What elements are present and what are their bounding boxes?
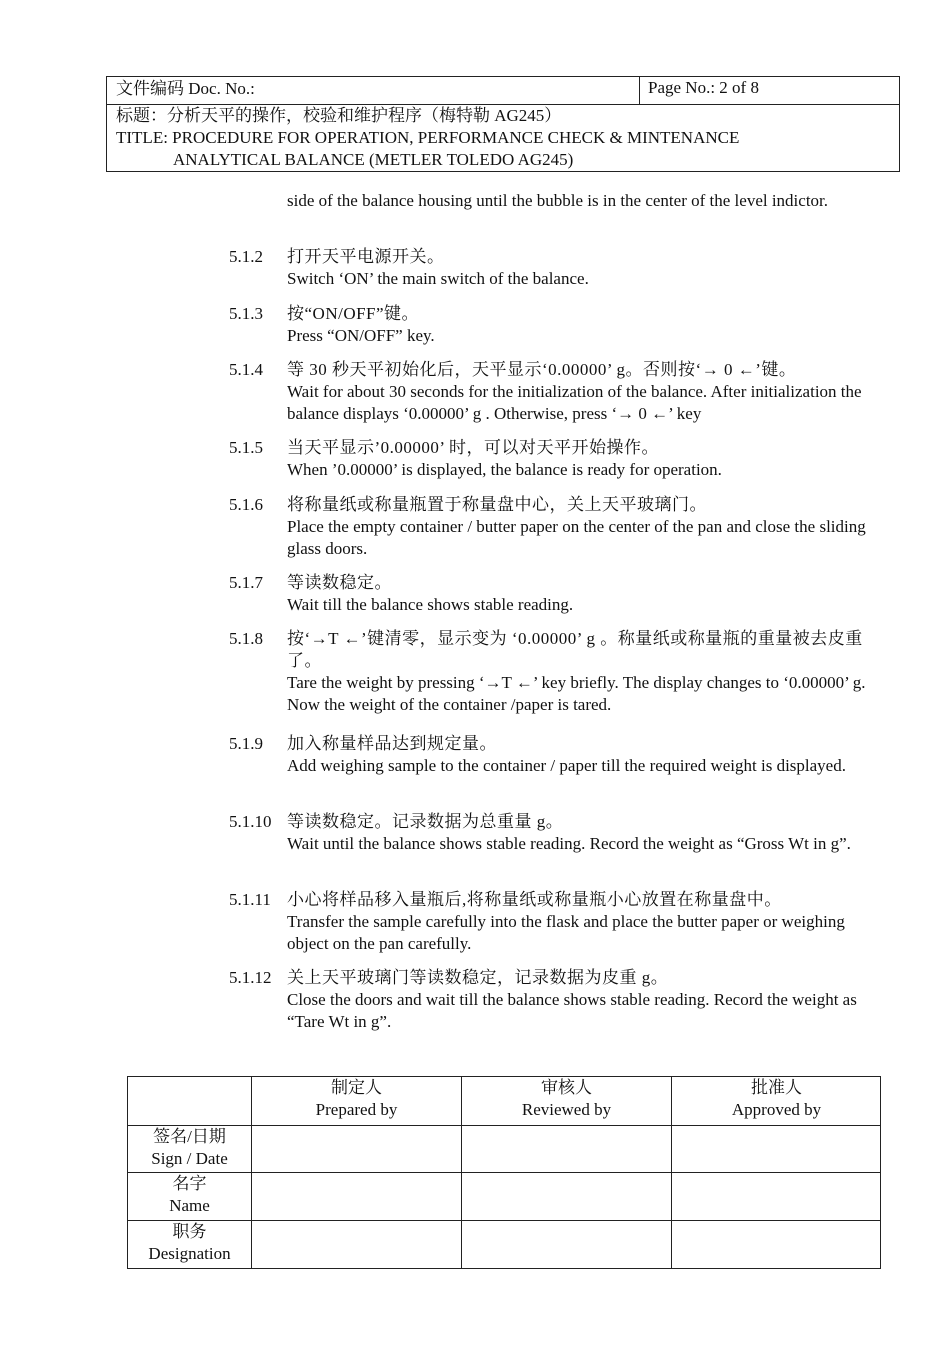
step-text-english: Place the empty container / butter paper on the center of the pan and close the sliding glass doors. <box>287 517 866 558</box>
column-header-en: Approved by <box>731 1100 822 1119</box>
signature-table <box>127 1076 881 1269</box>
step-number: 5.1.8 <box>229 629 263 648</box>
step-text-chinese: 等读数稳定。 <box>287 573 392 592</box>
column-header-approved <box>672 1077 881 1121</box>
step-number: 5.1.2 <box>229 247 263 266</box>
step-number: 5.1.3 <box>229 304 263 323</box>
step-text-chinese: 将称量纸或称量瓶置于称量盘中心，关上天平玻璃门。 <box>287 495 707 514</box>
step-text-chinese: 按“ON/OFF”键。 <box>287 304 420 323</box>
step-number: 5.1.4 <box>229 360 263 379</box>
step-text-english: Tare the weight by pressing ‘→T ←’ key briefly. The display changes to ‘0.00000’ g. Now the weight of the container /paper is tared. <box>287 673 866 714</box>
step-text-chinese: 打开天平电源开关。 <box>287 247 445 266</box>
continuation-paragraph: side of the balance housing until the bubble is in the center of the level indictor. <box>287 191 829 210</box>
document-header <box>106 76 900 172</box>
column-header-en: Reviewed by <box>521 1100 612 1119</box>
step-text-chinese: 关上天平玻璃门等读数稳定，记录数据为皮重 g。 <box>287 968 669 987</box>
row-header-sign-date <box>128 1126 251 1170</box>
step-text-chinese: 当天平显示’0.00000’ 时，可以对天平开始操作。 <box>287 438 660 457</box>
title-english-line2: ANALYTICAL BALANCE (METLER TOLEDO AG245) <box>173 150 574 169</box>
step-text-english: Wait for about 30 seconds for the initialization of the balance. After initialization the balance displays ‘0.00000’ g . Otherwise, press ‘→ 0 ←’ key <box>287 382 862 423</box>
step-number: 5.1.9 <box>229 734 263 753</box>
step-number: 5.1.5 <box>229 438 263 457</box>
page-number: Page No.: 2 of 8 <box>648 78 759 97</box>
doc-number: 文件编码 Doc. No.: <box>116 79 255 98</box>
step-text-english: Press “ON/OFF” key. <box>287 326 435 345</box>
step-number: 5.1.6 <box>229 495 263 514</box>
step-text-english: When ’0.00000’ is displayed, the balance is ready for operation. <box>287 460 722 479</box>
row-header-cn: 名字 <box>172 1174 207 1193</box>
step-number: 5.1.10 <box>229 812 272 831</box>
header-top-row <box>107 77 899 105</box>
column-header-reviewed <box>462 1077 671 1121</box>
row-header-cn: 签名/日期 <box>153 1127 226 1146</box>
step-text-english: Wait till the balance shows stable reading. <box>287 595 574 614</box>
step-text-english: Add weighing sample to the container / paper till the required weight is displayed. <box>287 756 846 775</box>
column-header-cn: 制定人 <box>331 1078 382 1097</box>
step-text-english: Wait until the balance shows stable reading. Record the weight as “Gross Wt in g”. <box>287 834 851 853</box>
row-header-designation <box>128 1221 251 1265</box>
row-header-en: Sign / Date <box>151 1149 228 1168</box>
step-text-chinese: 加入称量样品达到规定量。 <box>287 734 497 753</box>
column-header-prepared <box>252 1077 461 1121</box>
step-text-english: Close the doors and wait till the balance shows stable reading. Record the weight as “Tare Wt in g”. <box>287 990 857 1031</box>
column-header-en: Prepared by <box>315 1100 398 1119</box>
step-text-chinese: 等读数稳定。记录数据为总重量 g。 <box>287 812 564 831</box>
row-header-en: Name <box>169 1196 210 1215</box>
title-english-line1: TITLE: PROCEDURE FOR OPERATION, PERFORMANCE CHECK & MINTENANCE <box>116 128 740 147</box>
column-header-cn: 批准人 <box>751 1078 802 1097</box>
step-text-english: Transfer the sample carefully into the flask and place the butter paper or weighing object on the pan carefully. <box>287 912 845 953</box>
header-divider <box>639 77 640 104</box>
column-header-cn: 审核人 <box>541 1078 592 1097</box>
step-text-chinese: 等 30 秒天平初始化后，天平显示‘0.00000’ g。否则按‘→ 0 ←’键。 <box>287 360 797 379</box>
step-number: 5.1.11 <box>229 890 271 909</box>
row-header-name <box>128 1173 251 1217</box>
step-text-english: Switch ‘ON’ the main switch of the balance. <box>287 269 589 288</box>
step-text-chinese: 按‘→T ←’键清零，显示变为 ‘0.00000’ g 。称量纸或称量瓶的重量被去皮重了。 <box>287 629 863 670</box>
title-chinese: 标题：分析天平的操作，校验和维护程序（梅特勒 AG245） <box>116 106 562 125</box>
step-number: 5.1.7 <box>229 573 263 592</box>
row-header-en: Designation <box>148 1244 231 1263</box>
row-header-cn: 职务 <box>172 1222 207 1241</box>
step-text-chinese: 小心将样品移入量瓶后,将称量纸或称量瓶小心放置在称量盘中。 <box>287 890 782 909</box>
step-number: 5.1.12 <box>229 968 272 987</box>
